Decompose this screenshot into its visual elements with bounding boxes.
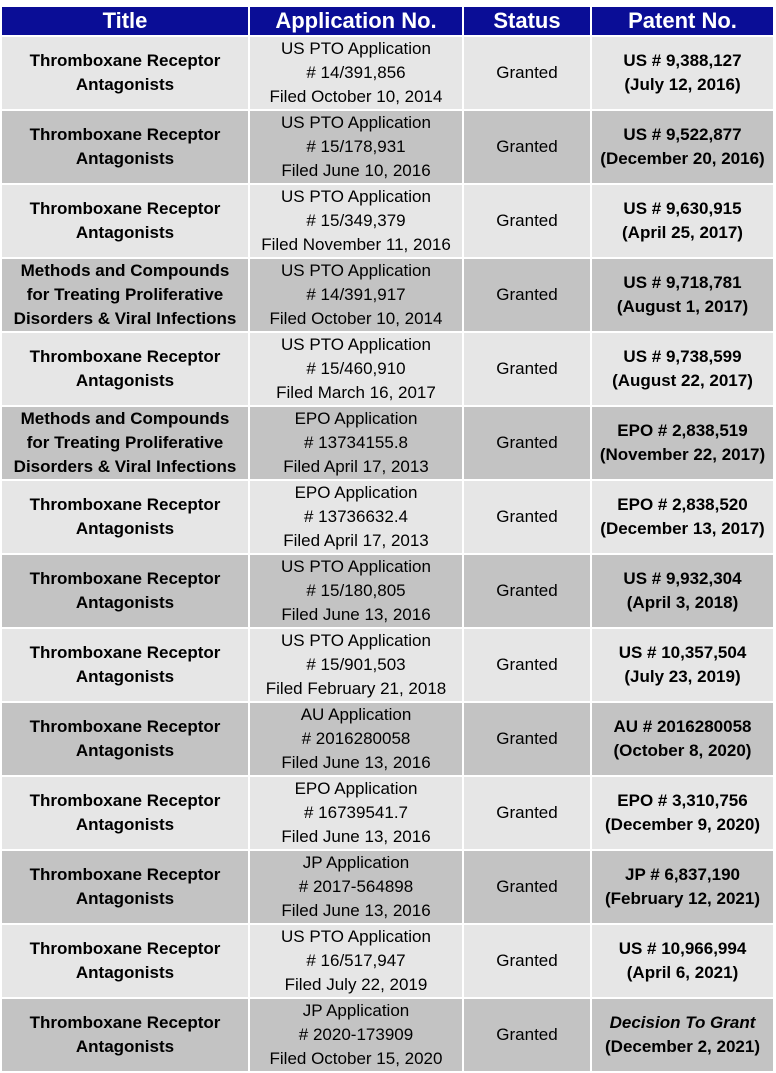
- cell-status: Granted: [463, 554, 591, 628]
- cell-patent-line: AU # 2016280058: [613, 717, 752, 736]
- cell-title-line: Antagonists: [75, 593, 175, 612]
- cell-application: [249, 332, 463, 406]
- cell-title: [1, 36, 249, 110]
- cell-patent-line: US # 10,966,994: [618, 939, 747, 958]
- cell-status: Granted: [463, 36, 591, 110]
- cell-title-line: Antagonists: [75, 741, 175, 760]
- cell-application-line: Filed June 13, 2016: [281, 753, 431, 772]
- cell-title-line: Antagonists: [75, 519, 175, 538]
- cell-application-line: # 2016280058: [301, 729, 411, 748]
- cell-title-line: for Treating Proliferative: [26, 433, 224, 452]
- cell-patent-line: US # 9,932,304: [623, 569, 742, 588]
- cell-title-line: Thromboxane Receptor: [29, 865, 221, 884]
- cell-application-line: # 13734155.8: [304, 433, 408, 452]
- table-row: [1, 184, 774, 258]
- cell-patent: [591, 258, 774, 332]
- cell-patent-line: US # 9,630,915: [623, 199, 742, 218]
- cell-application-line: # 15/180,805: [306, 581, 406, 600]
- cell-application-line: US PTO Application: [281, 335, 431, 354]
- cell-title-line: for Treating Proliferative: [26, 285, 224, 304]
- cell-application-line: # 2017-564898: [298, 877, 414, 896]
- cell-status: Granted: [463, 332, 591, 406]
- cell-patent-line: (December 20, 2016): [600, 149, 765, 168]
- cell-patent-line: EPO # 3,310,756: [617, 791, 748, 810]
- cell-title-line: Antagonists: [75, 815, 175, 834]
- cell-patent-line: (November 22, 2017): [599, 445, 766, 464]
- cell-title-line: Thromboxane Receptor: [29, 51, 221, 70]
- cell-title: [1, 110, 249, 184]
- cell-title-line: Thromboxane Receptor: [29, 791, 221, 810]
- cell-application-line: Filed June 13, 2016: [281, 901, 431, 920]
- cell-status: Granted: [463, 628, 591, 702]
- cell-patent-line: US # 9,738,599: [623, 347, 742, 366]
- cell-application-line: Filed July 22, 2019: [284, 975, 428, 994]
- table-row: [1, 628, 774, 702]
- cell-title-line: Thromboxane Receptor: [29, 939, 221, 958]
- cell-application-line: Filed June 13, 2016: [281, 605, 431, 624]
- cell-patent-line: JP # 6,837,190: [624, 865, 740, 884]
- cell-patent-line: (February 12, 2021): [605, 889, 760, 908]
- cell-application-line: US PTO Application: [281, 187, 431, 206]
- table-row: [1, 776, 774, 850]
- cell-application: [249, 702, 463, 776]
- header-status: Status: [463, 6, 591, 36]
- cell-patent-line: US # 9,388,127: [623, 51, 742, 70]
- table-row: [1, 258, 774, 332]
- cell-application: [249, 406, 463, 480]
- cell-patent-line: (December 2, 2021): [605, 1037, 760, 1056]
- cell-status: Granted: [463, 258, 591, 332]
- cell-patent: [591, 480, 774, 554]
- cell-title-line: Antagonists: [75, 889, 175, 908]
- table-header-row: [1, 6, 774, 36]
- cell-title: [1, 702, 249, 776]
- cell-application: [249, 924, 463, 998]
- cell-patent: [591, 184, 774, 258]
- cell-title-line: Thromboxane Receptor: [29, 643, 221, 662]
- table-row: [1, 406, 774, 480]
- cell-application-line: # 14/391,856: [306, 63, 406, 82]
- cell-patent-line: (December 13, 2017): [600, 519, 765, 538]
- cell-title: [1, 850, 249, 924]
- cell-patent: [591, 110, 774, 184]
- cell-application-line: AU Application: [300, 705, 412, 724]
- cell-application-line: Filed November 11, 2016: [261, 235, 451, 254]
- cell-title-line: Antagonists: [75, 149, 175, 168]
- table-row: [1, 554, 774, 628]
- cell-patent-line: US # 9,718,781: [623, 273, 742, 292]
- cell-application-line: # 13736632.4: [304, 507, 408, 526]
- table-row: [1, 36, 774, 110]
- cell-application-line: US PTO Application: [281, 113, 431, 132]
- cell-application: [249, 850, 463, 924]
- cell-application-line: # 15/178,931: [306, 137, 406, 156]
- cell-application-line: Filed April 17, 2013: [283, 531, 429, 550]
- cell-application-line: # 15/901,503: [306, 655, 406, 674]
- cell-title-line: Thromboxane Receptor: [29, 495, 221, 514]
- cell-application-line: Filed October 15, 2020: [269, 1049, 443, 1068]
- cell-title: [1, 258, 249, 332]
- cell-application: [249, 258, 463, 332]
- cell-title-line: Antagonists: [75, 223, 175, 242]
- cell-application-line: Filed April 17, 2013: [283, 457, 429, 476]
- cell-patent: [591, 702, 774, 776]
- cell-application-line: EPO Application: [294, 779, 418, 798]
- cell-application-line: US PTO Application: [281, 39, 431, 58]
- cell-patent-line: (July 23, 2019): [624, 667, 741, 686]
- cell-patent-line: (December 9, 2020): [605, 815, 760, 834]
- cell-application: [249, 554, 463, 628]
- cell-application-line: Filed October 10, 2014: [269, 309, 443, 328]
- cell-title-line: Antagonists: [75, 371, 175, 390]
- cell-title: [1, 554, 249, 628]
- cell-title-line: Methods and Compounds: [20, 409, 230, 428]
- cell-application-line: JP Application: [302, 853, 410, 872]
- cell-application: [249, 110, 463, 184]
- header-patent: Patent No.: [591, 6, 774, 36]
- cell-application: [249, 36, 463, 110]
- cell-status: Granted: [463, 702, 591, 776]
- cell-patent: [591, 628, 774, 702]
- cell-application-line: # 15/349,379: [306, 211, 406, 230]
- table-row: [1, 480, 774, 554]
- cell-patent: [591, 850, 774, 924]
- cell-application-line: # 16/517,947: [306, 951, 406, 970]
- cell-title-line: Thromboxane Receptor: [29, 1013, 221, 1032]
- cell-application-line: # 14/391,917: [306, 285, 406, 304]
- cell-title-line: Thromboxane Receptor: [29, 347, 221, 366]
- cell-application-line: Filed October 10, 2014: [269, 87, 443, 106]
- cell-patent-line: EPO # 2,838,519: [617, 421, 748, 440]
- table-body: [1, 36, 774, 1072]
- cell-application-line: Filed June 13, 2016: [281, 827, 431, 846]
- cell-application: [249, 998, 463, 1072]
- cell-patent-line: (October 8, 2020): [613, 741, 752, 760]
- cell-status: Granted: [463, 998, 591, 1072]
- cell-status: Granted: [463, 776, 591, 850]
- cell-patent-line: US # 10,357,504: [618, 643, 747, 662]
- cell-title-line: Thromboxane Receptor: [29, 569, 221, 588]
- cell-patent-line: (April 3, 2018): [626, 593, 739, 612]
- cell-title: [1, 332, 249, 406]
- cell-application-line: # 15/460,910: [306, 359, 406, 378]
- cell-patent-line: (August 1, 2017): [616, 297, 749, 316]
- cell-title-line: Disorders & Viral Infections: [13, 309, 237, 328]
- cell-title-line: Antagonists: [75, 75, 175, 94]
- cell-status: Granted: [463, 480, 591, 554]
- cell-title-line: Antagonists: [75, 1037, 175, 1056]
- cell-patent: [591, 776, 774, 850]
- cell-patent-line: Decision To Grant: [609, 1013, 756, 1032]
- cell-title-line: Thromboxane Receptor: [29, 125, 221, 144]
- cell-application: [249, 776, 463, 850]
- cell-application-line: Filed March 16, 2017: [276, 383, 436, 402]
- cell-application-line: # 16739541.7: [304, 803, 408, 822]
- patent-table: [0, 5, 775, 1073]
- table-row: [1, 850, 774, 924]
- cell-status: Granted: [463, 924, 591, 998]
- cell-title: [1, 184, 249, 258]
- cell-title: [1, 998, 249, 1072]
- cell-title-line: Thromboxane Receptor: [29, 199, 221, 218]
- header-application: Application No.: [249, 6, 463, 36]
- cell-title: [1, 406, 249, 480]
- cell-patent-line: (July 12, 2016): [624, 75, 741, 94]
- table-row: [1, 110, 774, 184]
- cell-title-line: Disorders & Viral Infections: [13, 457, 237, 476]
- cell-application: [249, 184, 463, 258]
- table-row: [1, 924, 774, 998]
- cell-application: [249, 480, 463, 554]
- table-row: [1, 332, 774, 406]
- cell-application-line: JP Application: [302, 1001, 410, 1020]
- header-title: Title: [1, 6, 249, 36]
- cell-title: [1, 776, 249, 850]
- cell-application-line: # 2020-173909: [298, 1025, 414, 1044]
- cell-application-line: US PTO Application: [281, 631, 431, 650]
- cell-patent: [591, 554, 774, 628]
- cell-patent-line: (April 6, 2021): [626, 963, 739, 982]
- cell-patent-line: (August 22, 2017): [612, 371, 753, 390]
- cell-patent: [591, 332, 774, 406]
- cell-application-line: US PTO Application: [281, 261, 431, 280]
- cell-application-line: US PTO Application: [281, 927, 431, 946]
- cell-title-line: Thromboxane Receptor: [29, 717, 221, 736]
- cell-patent: [591, 924, 774, 998]
- cell-status: Granted: [463, 110, 591, 184]
- cell-title: [1, 480, 249, 554]
- cell-title-line: Antagonists: [75, 963, 175, 982]
- cell-title: [1, 628, 249, 702]
- cell-title-line: Antagonists: [75, 667, 175, 686]
- cell-patent: [591, 406, 774, 480]
- cell-application-line: EPO Application: [294, 483, 418, 502]
- cell-application-line: EPO Application: [294, 409, 418, 428]
- cell-title-line: Methods and Compounds: [20, 261, 230, 280]
- cell-patent-line: (April 25, 2017): [622, 223, 743, 242]
- cell-patent-line: EPO # 2,838,520: [617, 495, 748, 514]
- cell-application: [249, 628, 463, 702]
- cell-patent: [591, 36, 774, 110]
- cell-patent: [591, 998, 774, 1072]
- cell-status: Granted: [463, 184, 591, 258]
- cell-application-line: Filed February 21, 2018: [265, 679, 447, 698]
- cell-status: Granted: [463, 406, 591, 480]
- cell-status: Granted: [463, 850, 591, 924]
- cell-title: [1, 924, 249, 998]
- table-row: [1, 702, 774, 776]
- cell-application-line: Filed June 10, 2016: [281, 161, 431, 180]
- cell-patent-line: US # 9,522,877: [623, 125, 742, 144]
- cell-application-line: US PTO Application: [281, 557, 431, 576]
- table-row: [1, 998, 774, 1072]
